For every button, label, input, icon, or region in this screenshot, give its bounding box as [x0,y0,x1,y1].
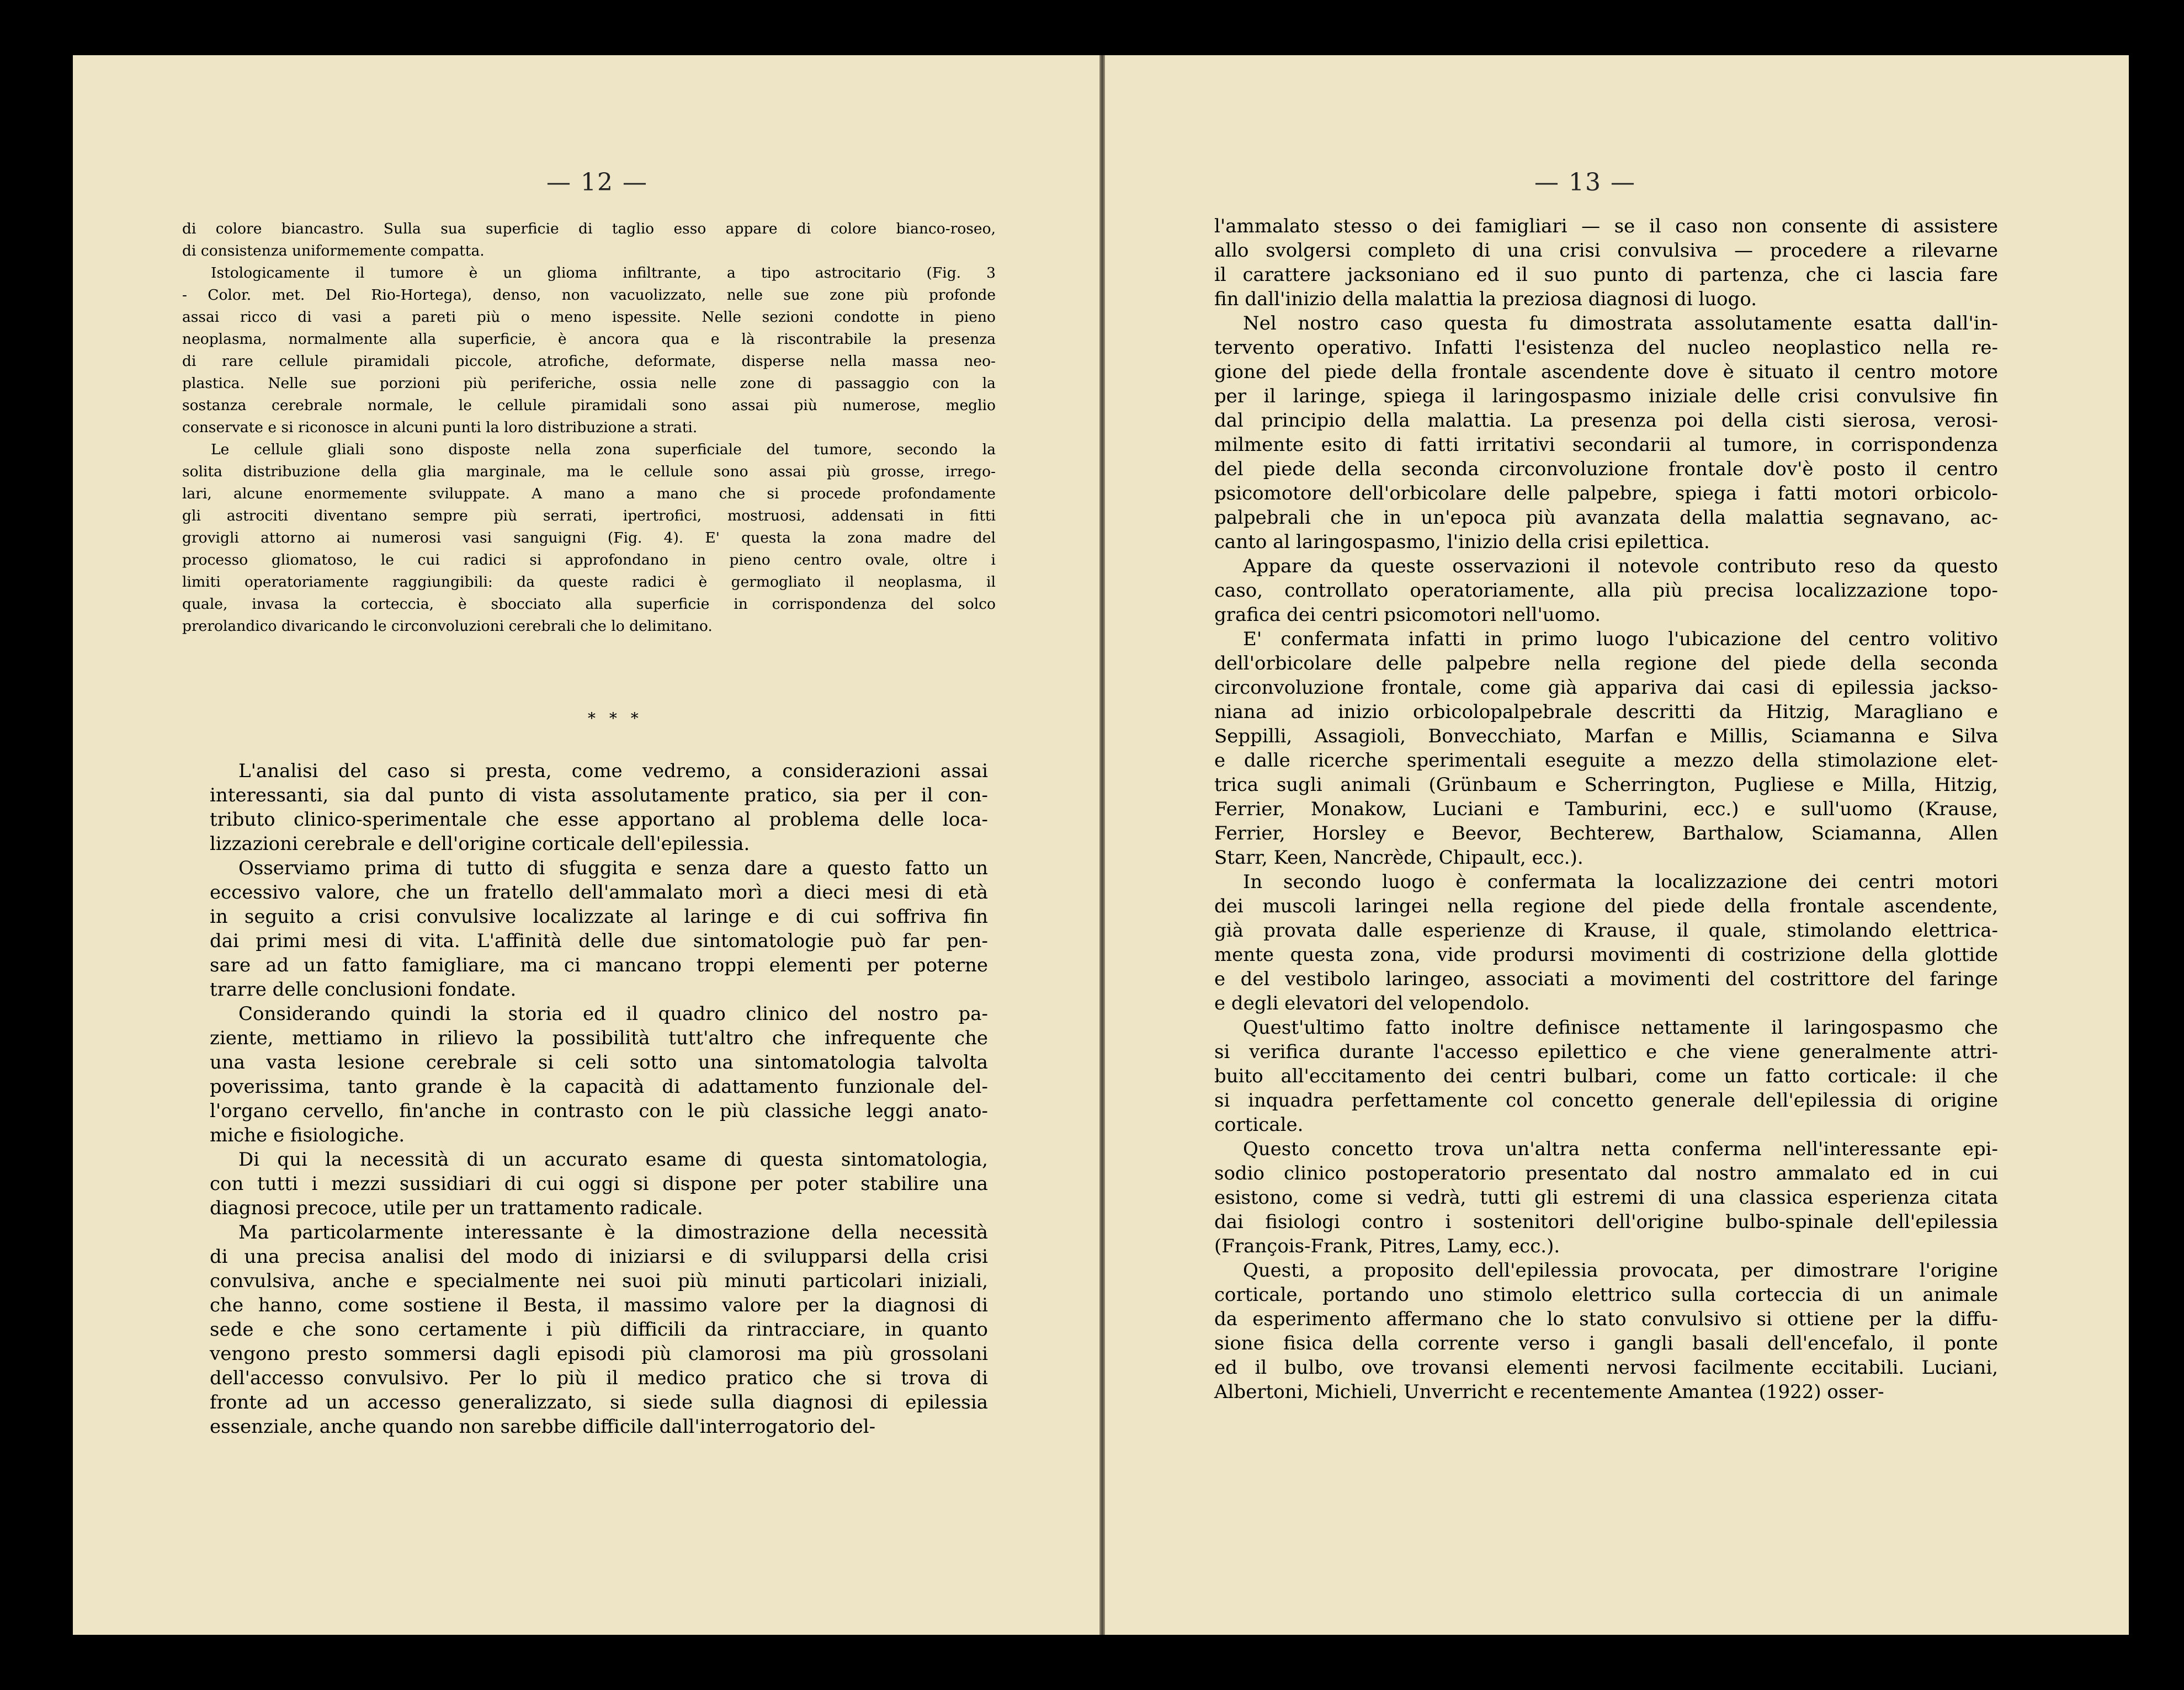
text-line: miche e fisiologiche. [210,1124,405,1146]
text-line: di colore biancastro. Sulla sua superficie di taglio esso appare di colore bianco-roseo, [182,220,996,237]
text-line: Starr, Keen, Nancrède, Chipault, ecc.). [1214,847,1583,869]
text-line: poverissima, tanto grande è la capacità di adattamento funzionale del- [210,1076,988,1098]
text-line: - Color. met. Del Rio-Hortega), denso, non vacuolizzato, nelle sue zone più profonde [182,286,996,304]
text-line: allo svolgersi completo di una crisi convulsiva — procedere a rilevarne [1214,240,1998,262]
text-line: sione fisica della corrente verso i gangli basali dell'encefalo, il ponte [1214,1332,1998,1354]
text-line: per il laringe, spiega il laringospasmo iniziale delle crisi convulsive fin [1214,385,1998,407]
text-line: e dalle ricerche sperimentali eseguite a mezzo della stimolazione elet- [1214,750,1998,772]
text-line: del piede della seconda circonvoluzione frontale dov'è posto il centro [1214,458,1998,480]
text-line: fronte ad un accesso generalizzato, si siede sulla diagnosi di epilessia [210,1391,988,1413]
text-line: essenziale, anche quando non sarebbe difficile dall'interrogatorio del- [210,1416,876,1438]
text-line: dai primi mesi di vita. L'affinità delle due sintomatologie può far pen- [210,930,988,952]
text-line: Le cellule gliali sono disposte nella zona superficiale del tumore, secondo la [211,441,996,458]
text-line: si inquadra perfettamente col concetto generale dell'epilessia di origine [1214,1090,1998,1112]
text-line: quale, invasa la corteccia, è sbocciato alla superficie in corrispondenza del solco [182,596,996,613]
text-line: sede e che sono certamente i più difficili da rintracciare, in quanto [210,1319,988,1341]
text-line: esistono, come si vedrà, tutti gli estremi di una classica esperienza citata [1214,1187,1998,1209]
text-line: corticale, portando uno stimolo elettrico sulla corteccia di un animale [1214,1284,1998,1306]
text-line: gione del piede della frontale ascendente dove è situato il centro motore [1214,361,1998,383]
text-line: sare ad un fatto famigliare, ma ci mancano troppi elementi per poterne [210,954,988,976]
text-line: circonvoluzione frontale, come già appariva dai casi di epilessia jackso- [1214,677,1998,699]
text-line: eccessivo valore, che un fratello dell'ammalato morì a dieci mesi di età [210,881,988,904]
text-line: limiti operatoriamente raggiungibili: da queste radici è germogliato il neoplasma, il [182,573,996,591]
discussion-section [1214,214,1998,1404]
page-number: — 13 — [1534,168,1636,196]
text-line: gli astrociti diventano sempre più serrati, ipertrofici, mostruosi, addensati in fitti [182,507,996,524]
text-line: plastica. Nelle sue porzioni più periferiche, ossia nelle zone di passaggio con la [182,375,996,392]
text-line: sodio clinico postoperatorio presentato dal nostro ammalato ed in cui [1214,1162,1998,1184]
text-line: lizzazioni cerebrale e dell'origine corticale dell'epilessia. [210,833,750,855]
text-line: Seppilli, Assagioli, Bonvecchiato, Marfan e Millis, Sciamanna e Silva [1214,725,1998,747]
text-line: Nel nostro caso questa fu dimostrata assolutamente esatta dall'in- [1243,312,1998,334]
page-number: — 12 — [546,168,648,196]
text-line: con tutti i mezzi sussidiari di cui oggi si dispone per poter stabilire una [210,1173,988,1195]
text-line: canto al laringospasmo, l'inizio della crisi epilettica. [1214,531,1710,553]
text-line: dai fisiologi contro i sostenitori dell'origine bulbo-spinale dell'epilessia [1214,1211,1998,1233]
text-line: Ferrier, Monakow, Luciani e Tamburini, ecc.) e sull'uomo (Krause, [1214,798,1998,820]
text-line: psicomotore dell'orbicolare delle palpebre, spiega i fatti motori orbicolo- [1214,482,1998,504]
text-line: Questo concetto trova un'altra netta conferma nell'interessante epi- [1243,1138,1998,1160]
text-line: che hanno, come sostiene il Besta, il massimo valore per la diagnosi di [210,1294,988,1316]
text-line: Albertoni, Michieli, Unverricht e recentemente Amantea (1922) osser- [1214,1381,1884,1403]
text-line: da esperimento affermano che lo stato convulsivo si ottiene per la diffu- [1214,1308,1998,1330]
text-line: Quest'ultimo fatto inoltre definisce nettamente il laringospasmo che [1243,1017,1998,1039]
text-line: trica sugli animali (Grünbaum e Scherrington, Pugliese e Milla, Hitzig, [1214,774,1998,796]
text-line: e degli elevatori del velopendolo. [1214,992,1530,1014]
text-line: dell'accesso convulsivo. Per lo più il medico pratico che si trova di [210,1367,988,1389]
text-line: convulsiva, anche e specialmente nei suoi più minuti particolari iniziali, [210,1270,988,1292]
text-line: buito all'eccitamento dei centri bulbari, come un fatto corticale: il che [1214,1065,1998,1087]
text-line: l'ammalato stesso o dei famigliari — se il caso non consente di assistere [1214,215,1998,237]
analysis-section [210,759,988,1439]
section-separator: * * * [588,709,643,727]
text-line: lari, alcune enormemente sviluppate. A mano a mano che si procede profondamente [182,485,996,502]
text-line: caso, controllato operatoriamente, alla più precisa localizzazione topo- [1214,580,1998,602]
text-line: tervento operativo. Infatti l'esistenza del nucleo neoplastico nella re- [1214,337,1998,359]
text-line: niana ad inizio orbicolopalpebrale descritti da Hitzig, Maragliano e [1214,701,1998,723]
text-line: ed il bulbo, ove trovansi elementi nervosi facilmente eccitabili. Luciani, [1214,1357,1998,1379]
text-line: corticale. [1214,1114,1304,1136]
text-line: Di qui la necessità di un accurato esame di questa sintomatologia, [238,1149,988,1171]
text-line: già provata dalle esperienze di Krause, il quale, stimolando elettrica- [1214,920,1998,942]
text-line: dal principio della malattia. La presenza poi della cisti sierosa, verosi- [1214,410,1998,432]
text-line: dell'orbicolare delle palpebre nella regione del piede della seconda [1214,652,1998,674]
text-line: trarre delle conclusioni fondate. [210,979,517,1001]
text-line: di rare cellule piramidali piccole, atrofiche, deformate, disperse nella massa neo- [182,353,996,370]
text-line: assai ricco di vasi a pareti più o meno ispessite. Nelle sezioni condotte in pieno [182,309,996,326]
text-line: tributo clinico-sperimentale che esse apportano al problema delle loca- [210,809,988,831]
text-line: (François-Frank, Pitres, Lamy, ecc.). [1214,1235,1560,1257]
text-line: Ma particolarmente interessante è la dimostrazione della necessità [238,1221,988,1243]
text-line: grafica dei centri psicomotori nell'uomo. [1214,604,1601,626]
text-line: In secondo luogo è confermata la localizzazione dei centri motori [1243,871,1998,893]
text-line: Questi, a proposito dell'epilessia provocata, per dimostrare l'origine [1243,1259,1998,1282]
text-line: dei muscoli laringei nella regione del piede della frontale ascendente, [1214,895,1998,917]
text-line: mente questa zona, vide prodursi movimenti di costrizione della glottide [1214,944,1998,966]
text-line: conservate e si riconosce in alcuni punti la loro distribuzione a strati. [182,419,698,436]
text-line: una vasta lesione cerebrale si celi sotto una sintomatologia talvolta [210,1051,988,1073]
text-line: interessanti, sia dal punto di vista assolutamente pratico, sia per il con- [210,784,988,806]
text-line: e del vestibolo laringeo, associati a movimenti del costrittore del faringe [1214,968,1998,990]
text-line: il carattere jacksoniano ed il suo punto di partenza, che ci lascia fare [1214,264,1998,286]
text-line: milmente esito di fatti irritativi secondarii al tumore, in corrispondenza [1214,434,1998,456]
text-line: Ferrier, Horsley e Beevor, Bechterew, Barthalow, Sciamanna, Allen [1214,822,1998,844]
text-line: vengono presto sommersi dagli episodi più clamorosi ma più grossolani [210,1343,988,1365]
text-line: ziente, mettiamo in rilievo la possibilità tutt'altro che infrequente che [210,1027,988,1049]
text-line: Appare da queste osservazioni il notevole contributo reso da questo [1243,555,1998,577]
text-line: palpebrali che in un'epoca più avanzata della malattia segnavano, ac- [1214,507,1998,529]
text-line: solita distribuzione della glia marginale, ma le cellule sono assai più grosse, irrego- [182,463,996,480]
text-line: L'analisi del caso si presta, come vedremo, a considerazioni assai [238,760,988,782]
text-line: fin dall'inizio della malattia la preziosa diagnosi di luogo. [1214,288,1757,310]
text-line: di una precisa analisi del modo di iniziarsi e di svilupparsi della crisi [210,1246,988,1268]
text-line: grovigli attorno ai numerosi vasi sanguigni (Fig. 4). E' questa la zona madre del [182,529,996,546]
book-gutter [1099,55,1105,1635]
text-line: in seguito a crisi convulsive localizzate al laringe e di cui soffriva fin [210,906,988,928]
text-line: sostanza cerebrale normale, le cellule piramidali sono assai più numerose, meglio [182,397,996,414]
text-line: Istologicamente il tumore è un glioma infiltrante, a tipo astrocitario (Fig. 3 [211,264,996,281]
text-line: diagnosi precoce, utile per un trattamento radicale. [210,1197,703,1219]
text-line: neoplasma, normalmente alla superficie, è ancora qua e là riscontrabile la presenza [182,331,996,348]
text-line: Osserviamo prima di tutto di sfuggita e senza dare a questo fatto un [238,857,988,879]
text-line: prerolandico divaricando le circonvoluzioni cerebrali che lo delimitano. [182,618,713,635]
text-line: processo gliomatoso, le cui radici si approfondano in pieno centro ovale, oltre i [182,551,996,568]
text-line: si verifica durante l'accesso epilettico e che viene generalmente attri- [1214,1041,1998,1063]
histology-section [182,218,996,637]
text-line: Considerando quindi la storia ed il quadro clinico del nostro pa- [238,1003,988,1025]
text-line: l'organo cervello, fin'anche in contrasto con le più classiche leggi anato- [210,1100,988,1122]
text-line: di consistenza uniformemente compatta. [182,242,485,259]
text-line: E' confermata infatti in primo luogo l'ubicazione del centro volitivo [1243,628,1998,650]
